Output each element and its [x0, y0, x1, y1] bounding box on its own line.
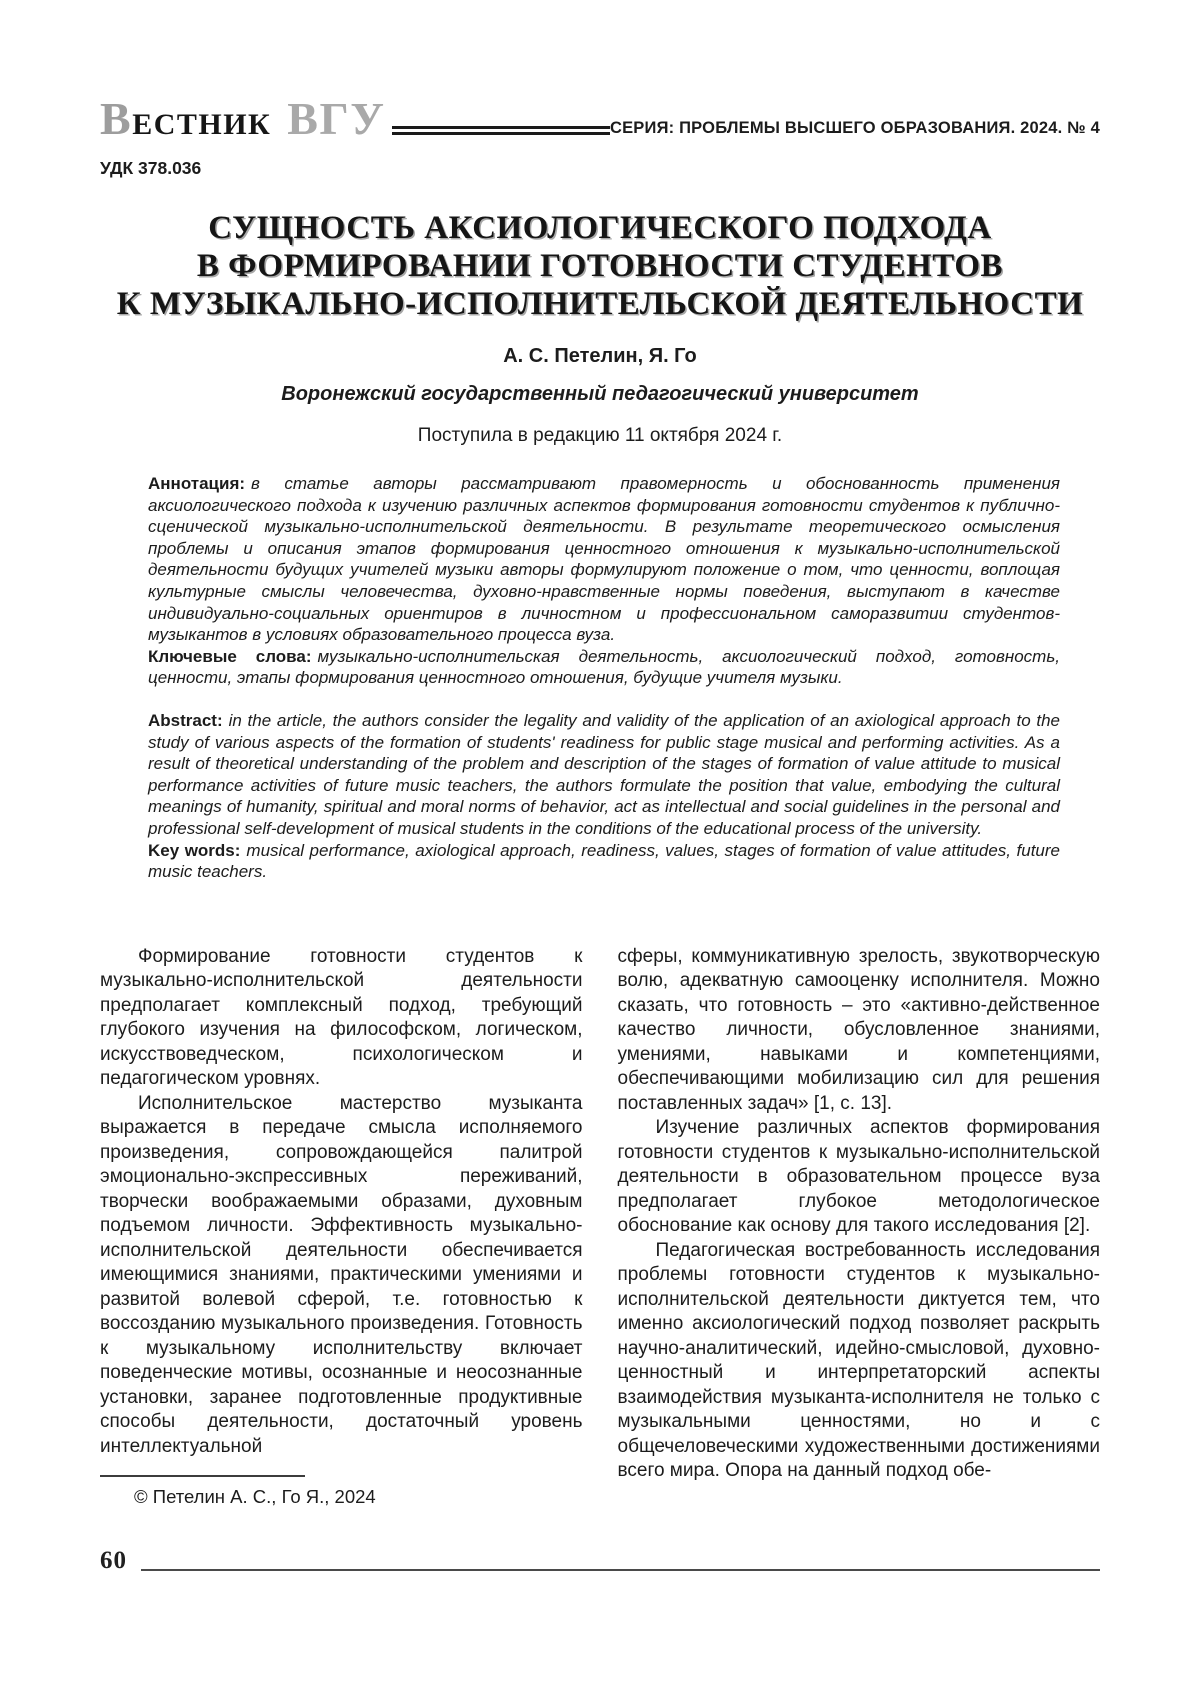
keywords-paragraph	[148, 646, 1060, 689]
received-date-line: Поступила в редакцию 11 октября 2024 г.	[417, 425, 783, 446]
abstract-paragraph	[148, 710, 1060, 840]
body-columns	[100, 945, 1100, 1510]
paragraph: сферы, коммуникативную зрелость, звукотворческую волю, адекватную самооценку исполнителя. Можно сказать, что готовность – это «активно-действенное качество личности, обусловленное знаниями, умениями, навыками и компетенциями, обеспечивающими мобилизацию сил для решения поставленных задач» [1, с. 13].	[617, 945, 1100, 1114]
key-words-label: Key words:	[148, 840, 241, 860]
journal-logo-abbr: ВГУ	[287, 93, 386, 144]
copyright-footnote	[100, 1475, 583, 1510]
header-double-rule	[392, 126, 610, 135]
paragraph: Педагогическая востребованность исследования проблемы готовности студентов к музыкально-исполнительской деятельности диктуется тем, что именно аксиологический подход позволяет раскрыть научно-аналитический, идейно-смысловой, духовно-ценностный и интерпретаторский аспекты взаимодействия музыканта-исполнителя не только с музыкальными ценностями, но и с общечеловеческими художественными достижениями всего мира. Опора на данный подход обе-	[617, 1239, 1100, 1482]
annotation-text: в статье авторы рассматривают правомерность и обоснованность применения аксиологического подхода к изучению различных аспектов формирования готовности студентов к публично-сценической музыкально-исполнительской деятельности. В результате теоретического осмысления проблемы и описания этапов формирования ценностного отношения к музыкально-исполнительской деятельности будущих учителей музыки авторы формулируют положение о том, что ценности, воплощая культурные смыслы человечества, духовно-нравственные нормы поведения, выступают в качестве индивидуально-социальных ориентиров в личностном и профессиональном саморазвитии студентов-музыкантов в условиях образовательного процесса вуза.	[148, 474, 1060, 645]
key-words-text: musical performance, axiological approach, readiness, values, stages of formation of value attitudes, future music teachers.	[148, 840, 1060, 882]
footnote-rule	[100, 1475, 305, 1477]
abstract-label: Abstract:	[148, 710, 223, 730]
annotation-block	[148, 473, 1060, 689]
key-words-paragraph	[148, 840, 1060, 883]
abstract-text: in the article, the authors consider the legality and validity of the application of an axiological approach to the study of various aspects of the formation of students' readiness for public stage musical and performing activities. As a result of theoretical understanding of the problem and description of the stages of formation of value attitude to musical performance activities of future music teachers, the authors formulate the position that value, embodying the cultural meanings of humanity, spiritual and moral norms of behavior, act as intellectual and social guidelines in the personal and professional self-development of musical students in the conditions of the educational process of the university.	[148, 710, 1060, 838]
article-title	[100, 209, 1100, 323]
left-column	[100, 945, 583, 1510]
journal-logo	[100, 93, 386, 144]
title-line-2: В ФОРМИРОВАНИИ ГОТОВНОСТИ СТУДЕНТОВ	[196, 248, 1004, 284]
paragraph: Исполнительское мастерство музыканта выражается в передаче смысла исполняемого произведения, сопровождающейся палитрой эмоционально-экспрессивных переживаний, творчески воображаемыми образами, духовным подъемом личности. Эффективность музыкально-исполнительской деятельности обеспечивается имеющимися знаниями, практическими умениями и развитой волевой сферой, т.е. готовностью к воссозданию музыкального произведения. Готовность к музыкальному исполнительству включает поведенческие мотивы, осознанные и неосознанные установки, заранее подготовленные продуктивные способы деятельности, достаточный уровень интеллектуальной	[100, 1092, 583, 1457]
journal-logo-initial: В	[100, 93, 133, 144]
abstract-block	[148, 710, 1060, 883]
journal-header	[100, 93, 1100, 144]
page-number: 60	[100, 1547, 127, 1574]
series-title: СЕРИЯ: ПРОБЛЕМЫ ВЫСШЕГО ОБРАЗОВАНИЯ. 2024. № 4	[609, 119, 1100, 137]
copyright-note: © Петелин А. С., Го Я., 2024	[134, 1486, 376, 1508]
udc-label: УДК 378.036	[100, 158, 202, 178]
paragraph: Изучение различных аспектов формирования готовности студентов к музыкально-исполнительской деятельности в образовательном процессе вуза предполагает глубокое методологическое обоснование как основу для такого исследования [2].	[617, 1117, 1100, 1237]
journal-logo-rest: ЕСТНИК	[132, 108, 272, 141]
title-line-1: СУЩНОСТЬ АКСИОЛОГИЧЕСКОГО ПОДХОДА	[208, 210, 992, 246]
keywords-text: музыкально-исполнительская деятельность, аксиологический подход, готовность, ценности, этапы формирования ценностного отношения, будущие учителя музыки.	[148, 646, 1060, 688]
paragraph: Формирование готовности студентов к музыкально-исполнительской деятельности предполагает комплексный подход, требующий глубокого изучения на философском, логическом, искусствоведческом, психологическом и педагогическом уровнях.	[100, 945, 583, 1090]
authors-line: А. С. Петелин, Я. Го	[503, 345, 697, 367]
keywords-label: Ключевые слова:	[148, 646, 312, 666]
annotation-paragraph	[148, 473, 1060, 646]
annotation-label: Аннотация:	[148, 474, 246, 493]
affiliation-line: Воронежский государственный педагогический университет	[281, 383, 919, 405]
footer-rule	[141, 1569, 1100, 1571]
right-column	[618, 945, 1101, 1510]
title-line-3: К МУЗЫКАЛЬНО-ИСПОЛНИТЕЛЬСКОЙ ДЕЯТЕЛЬНОСТИ	[116, 286, 1084, 322]
page-footer	[100, 1548, 1100, 1573]
